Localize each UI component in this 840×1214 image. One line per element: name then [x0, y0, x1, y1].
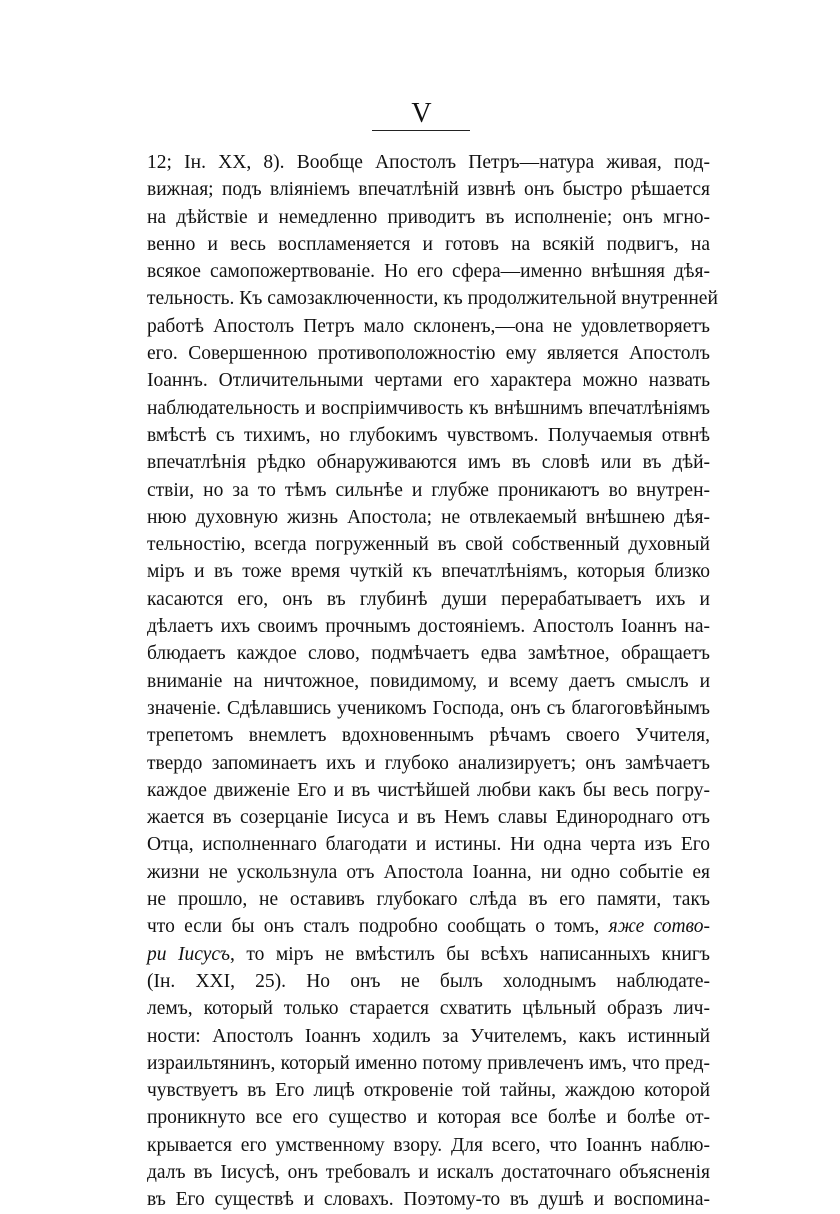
text-line: значеніе. Сдѣлавшись ученикомъ Господа, онъ съ благоговѣйнымъ: [147, 697, 710, 719]
text-line: тельностію, всегда погруженный въ свой собственный духовный: [147, 534, 710, 556]
text-line: работѣ Апостолъ Петръ мало склоненъ,—она не удовлетворяетъ: [147, 315, 710, 337]
text-line: трепетомъ внемлетъ вдохновеннымъ рѣчамъ своего Учителя,: [147, 725, 710, 747]
text-line: жается въ созерцаніе Іисуса и въ Немъ славы Единороднаго отъ: [147, 807, 710, 829]
text-line: на дѣйствіе и немедленно приводитъ въ исполненіе; онъ мгно-: [147, 206, 710, 228]
text-line-segment: , то міръ не вмѣстилъ бы всѣхъ написанныхъ книгъ: [229, 943, 710, 965]
text-line: вниманіе на ничтожное, повидимому, и всему даетъ смыслъ и: [147, 670, 710, 692]
text-line: ности: Апостолъ Іоаннъ ходилъ за Учителемъ, какъ истинный: [147, 1025, 710, 1047]
text-line: венно и весь воспламеняется и готовъ на всякій подвигъ, на: [147, 233, 710, 255]
text-line: нюю духовную жизнь Апостола; не отвлекаемый внѣшнею дѣя-: [147, 506, 710, 528]
text-line: Іоаннъ. Отличительными чертами его характера можно назвать: [147, 370, 710, 392]
text-line: чувствуетъ въ Его лицѣ откровеніе той тайны, жаждою которой: [147, 1080, 710, 1102]
text-line: не прошло, не оставивъ глубокаго слѣда въ его памяти, такъ: [147, 889, 710, 911]
body-text: [147, 149, 718, 1214]
text-line: ствіи, но за то тѣмъ сильнѣе и глубже проникаютъ во внутрен-: [147, 479, 710, 501]
italic-quote: яже сотво-: [608, 916, 711, 938]
text-line: жизни не ускользнула отъ Апостола Іоанна, ни одно событіе ея: [147, 861, 710, 883]
text-line: впечатлѣнія рѣдко обнаруживаются имъ въ словѣ или въ дѣй-: [147, 452, 710, 474]
text-line-segment: что если бы онъ сталъ подробно сообщать о томъ,: [147, 916, 600, 938]
text-line: далъ въ Іисусѣ, онъ требовалъ и искалъ достаточнаго объясненія: [147, 1161, 710, 1183]
text-line: блюдаетъ каждое слово, подмѣчаетъ едва замѣтное, обращаетъ: [147, 643, 710, 665]
text-line: каждое движеніе Его и въ чистѣйшей любви какъ бы весь погру-: [147, 779, 710, 801]
page-number: V: [411, 98, 433, 129]
text-line: вмѣстѣ съ тихимъ, но глубокимъ чувствомъ. Получаемыя отвнѣ: [147, 424, 710, 446]
italic-quote: ри Іисусъ: [147, 943, 230, 965]
text-line: 12; Ін. XX, 8). Вообще Апостолъ Петръ—натура живая, под-: [147, 152, 710, 173]
text-line: (Ін. XXI, 25). Но онъ не былъ холоднымъ наблюдате-: [147, 970, 710, 992]
text-line: Отца, исполненнаго благодати и истины. Ни одна черта изъ Его: [147, 834, 710, 856]
text-line: проникнуто все его существо и которая все болѣе и болѣе от-: [147, 1107, 710, 1129]
text-line: въ Его существѣ и словахъ. Поэтому-то въ душѣ и воспомина-: [147, 1189, 710, 1211]
text-line: касаются его, онъ въ глубинѣ души перерабатываетъ ихъ и: [147, 588, 710, 610]
text-line: вижная; подъ вліяніемъ впечатлѣній извнѣ онъ быстро рѣшается: [147, 179, 710, 201]
text-line-with-italic-head: [147, 941, 710, 968]
text-line: его. Совершенною противоположностію ему является Апостолъ: [147, 343, 710, 365]
text-line-with-italic-tail: [147, 913, 710, 940]
text-line: израильтянинъ, который именно потому привлеченъ имъ, что пред-: [147, 1052, 710, 1074]
text-line: всякое самопожертвованіе. Но его сфера—именно внѣшняя дѣя-: [147, 261, 710, 283]
text-line: твердо запоминаетъ ихъ и глубоко анализируетъ; онъ замѣчаетъ: [147, 752, 710, 774]
page-number-rule: [372, 130, 470, 131]
text-line: дѣлаетъ ихъ своимъ прочнымъ достояніемъ. Апостолъ Іоаннъ на-: [147, 616, 710, 638]
text-line: лемъ, который только старается схватить цѣльный образъ лич-: [147, 998, 710, 1020]
text-line: міръ и въ тоже время чуткій къ впечатлѣніямъ, которыя близко: [147, 561, 710, 583]
text-line: тельность. Къ самозаключенности, къ продолжительной внутренней: [147, 288, 718, 310]
text-line: крывается его умственному взору. Для всего, что Іоаннъ наблю-: [147, 1134, 710, 1156]
text-line: наблюдательность и воспріимчивость къ внѣшнимъ впечатлѣніямъ: [147, 397, 710, 419]
